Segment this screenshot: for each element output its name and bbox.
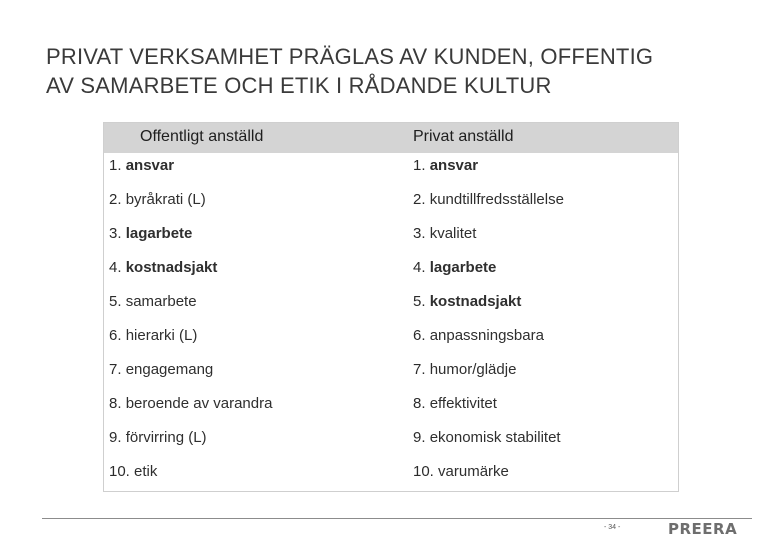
left-cell-text: engagemang	[125, 361, 214, 378]
left-cell	[109, 259, 217, 276]
table-row	[104, 357, 678, 391]
table-row	[104, 221, 678, 255]
right-cell-number: 7.	[413, 361, 430, 378]
table-row	[104, 187, 678, 221]
right-cell-text: kostnadsjakt	[429, 293, 522, 310]
left-cell	[109, 327, 197, 344]
right-cell	[413, 429, 561, 446]
right-cell-number: 5.	[413, 293, 430, 310]
table-row	[104, 255, 678, 289]
right-cell-text: effektivitet	[429, 395, 497, 412]
left-cell-number: 2.	[109, 191, 126, 208]
right-cell-number: 9.	[413, 429, 430, 446]
slide-title-line-2: AV SAMARBETE OCH ETIK I RÅDANDE KULTUR	[46, 73, 552, 98]
right-cell-number: 3.	[413, 225, 430, 242]
left-cell-number: 4.	[109, 259, 126, 276]
left-cell-text: beroende av varandra	[125, 395, 273, 412]
footer-divider	[42, 518, 752, 519]
left-cell	[109, 395, 272, 412]
preera-logo: PREERA	[668, 520, 738, 538]
left-cell-text: etik	[134, 463, 158, 480]
right-cell-number: 4.	[413, 259, 430, 276]
left-cell	[109, 361, 213, 378]
left-cell	[109, 463, 157, 480]
right-cell-text: ekonomisk stabilitet	[429, 429, 561, 446]
left-cell-text: lagarbete	[125, 225, 193, 242]
table-row	[104, 459, 678, 493]
right-cell	[413, 463, 509, 480]
left-cell-number: 8.	[109, 395, 126, 412]
table-row	[104, 323, 678, 357]
right-cell-text: kundtillfredsställelse	[429, 191, 564, 208]
right-cell-number: 10.	[413, 463, 439, 480]
table-row	[104, 391, 678, 425]
left-cell-number: 7.	[109, 361, 126, 378]
right-cell	[413, 361, 516, 378]
page-number: - 34 -	[604, 524, 621, 531]
left-cell	[109, 293, 197, 310]
left-cell-number: 3.	[109, 225, 126, 242]
table-row	[104, 425, 678, 459]
right-cell	[413, 327, 544, 344]
left-cell-number: 1.	[109, 157, 126, 174]
table-header	[104, 123, 678, 153]
left-cell-text: förvirring (L)	[125, 429, 207, 446]
right-cell	[413, 225, 476, 242]
left-cell-text: kostnadsjakt	[125, 259, 218, 276]
left-cell-number: 9.	[109, 429, 126, 446]
right-cell-text: varumärke	[438, 463, 509, 480]
right-cell-text: humor/glädje	[429, 361, 517, 378]
right-cell-number: 8.	[413, 395, 430, 412]
table-row	[104, 153, 678, 187]
left-cell-text: byråkrati (L)	[125, 191, 206, 208]
left-cell-number: 6.	[109, 327, 126, 344]
right-cell-text: anpassningsbara	[429, 327, 544, 344]
header-offentligt: Offentligt anställd	[140, 128, 264, 145]
right-cell	[413, 259, 496, 276]
right-cell-text: lagarbete	[429, 259, 497, 276]
right-cell-text: kvalitet	[429, 225, 477, 242]
right-cell	[413, 191, 564, 208]
right-cell-number: 6.	[413, 327, 430, 344]
right-cell	[413, 293, 521, 310]
slide-title-line-1: PRIVAT VERKSAMHET PRÄGLAS AV KUNDEN, OFFENTIG	[46, 44, 654, 69]
left-cell	[109, 429, 207, 446]
left-cell	[109, 157, 174, 174]
left-cell-text: samarbete	[125, 293, 197, 310]
table-row	[104, 289, 678, 323]
right-cell-number: 1.	[413, 157, 430, 174]
left-cell-number: 10.	[109, 463, 135, 480]
right-cell	[413, 395, 497, 412]
header-privat: Privat anställd	[413, 128, 514, 145]
comparison-table	[103, 122, 679, 492]
left-cell	[109, 191, 206, 208]
left-cell-number: 5.	[109, 293, 126, 310]
left-cell	[109, 225, 192, 242]
right-cell-number: 2.	[413, 191, 430, 208]
right-cell	[413, 157, 478, 174]
table-body	[104, 153, 678, 493]
slide-title	[46, 42, 746, 100]
left-cell-text: ansvar	[125, 157, 175, 174]
left-cell-text: hierarki (L)	[125, 327, 198, 344]
right-cell-text: ansvar	[429, 157, 479, 174]
